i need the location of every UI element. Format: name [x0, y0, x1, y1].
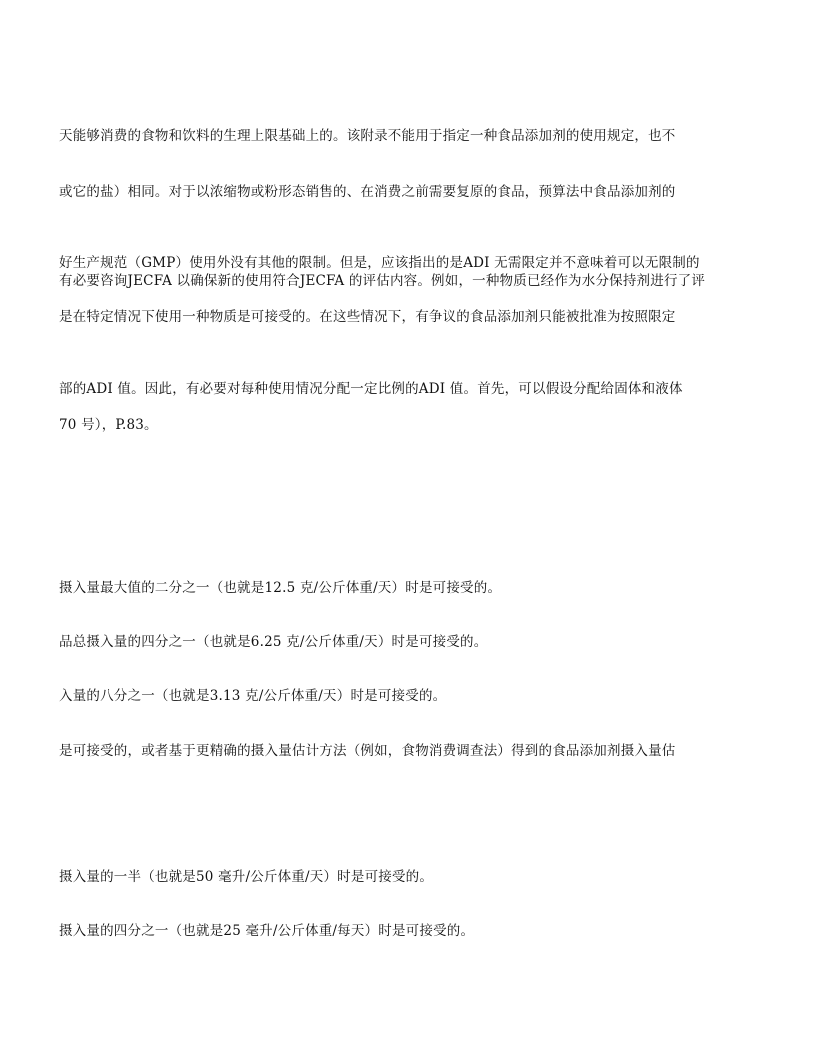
text-line: 好生产规范（GMP）使用外没有其他的限制。但是，应该指出的是ADI 无需限定并不意味着可以无限制的 — [59, 255, 700, 271]
text-line: 是可接受的，或者基于更精确的摄入量估计方法（例如，食物消费调查法）得到的食品添加剂摄入量估 — [59, 743, 676, 759]
text-line: 品总摄入量的四分之一（也就是6.25 克/公斤体重/天）时是可接受的。 — [59, 634, 488, 650]
text-line: 入量的八分之一（也就是3.13 克/公斤体重/天）时是可接受的。 — [59, 688, 447, 704]
text-line: 有必要咨询JECFA 以确保新的使用符合JECFA 的评估内容。例如，一种物质已经作为水分保持剂进行了评 — [59, 273, 706, 289]
text-line: 70 号），P.83。 — [59, 417, 158, 433]
text-line: 天能够消费的食物和饮料的生理上限基础上的。该附录不能用于指定一种食品添加剂的使用规定，也不 — [59, 128, 676, 144]
text-line: 或它的盐）相同。对于以浓缩物或粉形态销售的、在消费之前需要复原的食品，预算法中食品添加剂的 — [59, 184, 676, 200]
text-line: 是在特定情况下使用一种物质是可接受的。在这些情况下，有争议的食品添加剂只能被批准为按照限定 — [59, 309, 676, 325]
text-line: 摄入量的一半（也就是50 毫升/公斤体重/天）时是可接受的。 — [59, 869, 434, 885]
text-line: 摄入量的四分之一（也就是25 毫升/公斤体重/每天）时是可接受的。 — [59, 923, 475, 939]
text-line: 摄入量最大值的二分之一（也就是12.5 克/公斤体重/天）时是可接受的。 — [59, 580, 502, 596]
text-line: 部的ADI 值。因此，有必要对每种使用情况分配一定比例的ADI 值。首先，可以假设分配给固体和液体 — [59, 381, 683, 397]
